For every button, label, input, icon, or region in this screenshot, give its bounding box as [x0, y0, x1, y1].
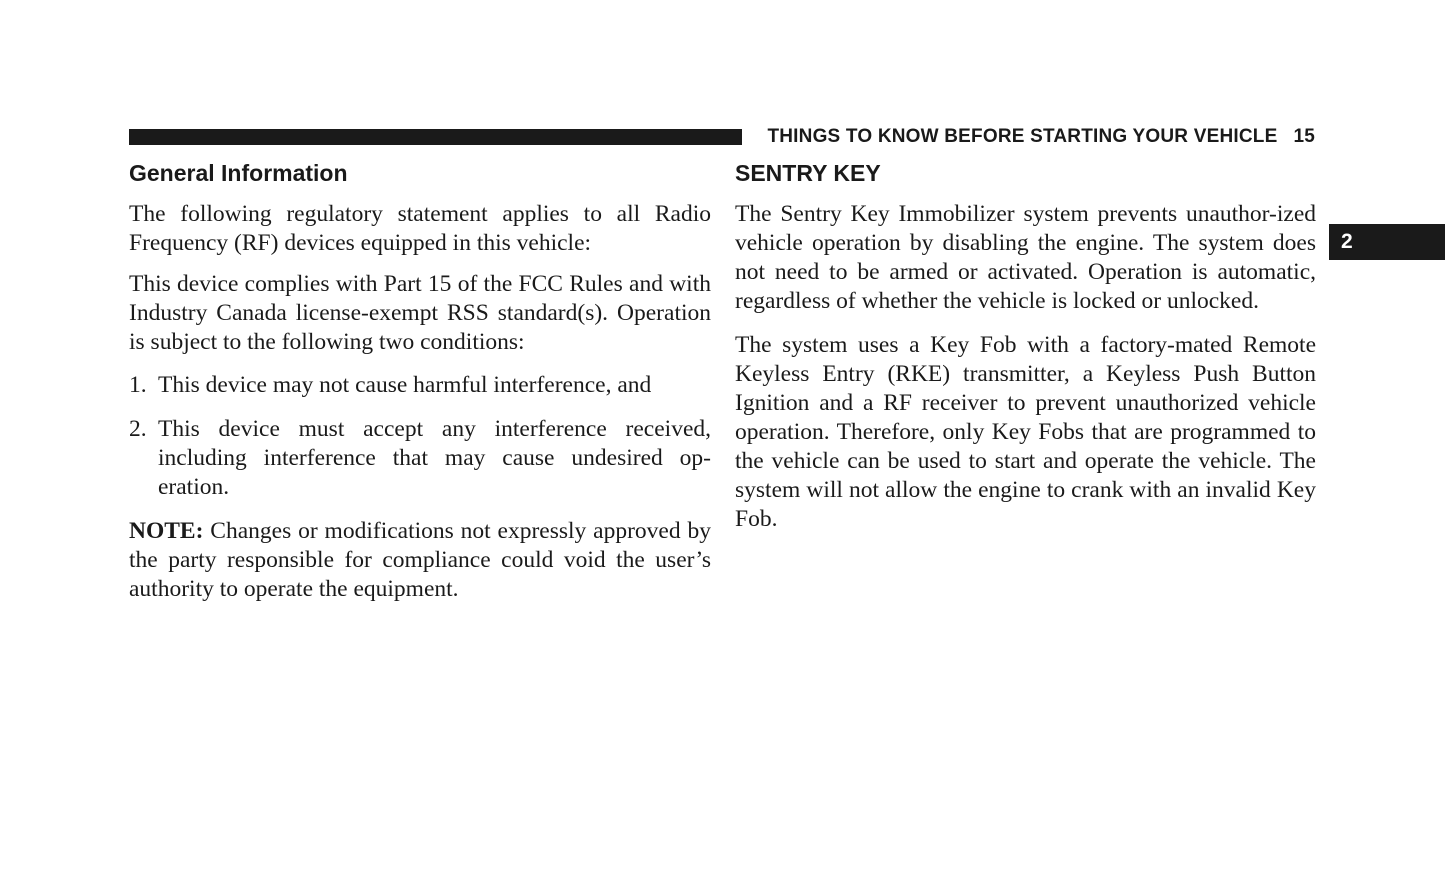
right-column — [735, 158, 1316, 546]
list-item-text: This device may not cause harmful interference, and — [158, 372, 652, 398]
note-paragraph — [129, 517, 711, 604]
list-item-number: 1. — [129, 372, 147, 398]
fcc-compliance-paragraph: This device complies with Part 15 of the FCC Rules and with Industry Canada license-exempt RSS standard(s). Operation is subject to the following two conditions: — [129, 271, 711, 355]
chapter-tab: 2 — [1329, 224, 1445, 260]
section-title: THINGS TO KNOW BEFORE STARTING YOUR VEHICLE — [767, 126, 1278, 147]
regulatory-statement-paragraph: The following regulatory statement applies to all Radio Frequency (RF) devices equipped in this vehicle: — [129, 201, 711, 256]
left-column — [129, 158, 711, 616]
header-rule-bar — [129, 129, 742, 145]
note-label: NOTE: — [129, 518, 204, 544]
list-item — [129, 415, 711, 502]
list-item — [129, 371, 711, 400]
general-information-heading: General Information — [129, 160, 348, 186]
sentry-key-heading: SENTRY KEY — [735, 160, 881, 186]
list-item-text: This device must accept any interference received, including interference that may cause undesired op-eration. — [158, 416, 711, 500]
key-fob-paragraph: The system uses a Key Fob with a factory-mated Remote Keyless Entry (RKE) transmitter, a Keyless Push Button Ignition and a RF receiver to prevent unauthorized vehicle operation. Therefore, only Key Fobs that are programmed to the vehicle can be used to start and operate the vehicle. The system will not allow the engine to crank with an invalid Key Fob. — [735, 332, 1316, 532]
running-header — [757, 126, 1315, 148]
page-number: 15 — [1293, 126, 1315, 147]
list-item-number: 2. — [129, 416, 147, 442]
immobilizer-paragraph: The Sentry Key Immobilizer system prevents unauthor-ized vehicle operation by disabling the engine. The system does not need to be armed or activated. Operation is automatic, regardless of whether the vehicle is locked or unlocked. — [735, 201, 1316, 314]
note-text: Changes or modifications not expressly approved by the party responsible for compliance could void the user’s authority to operate the equipment. — [129, 518, 711, 602]
